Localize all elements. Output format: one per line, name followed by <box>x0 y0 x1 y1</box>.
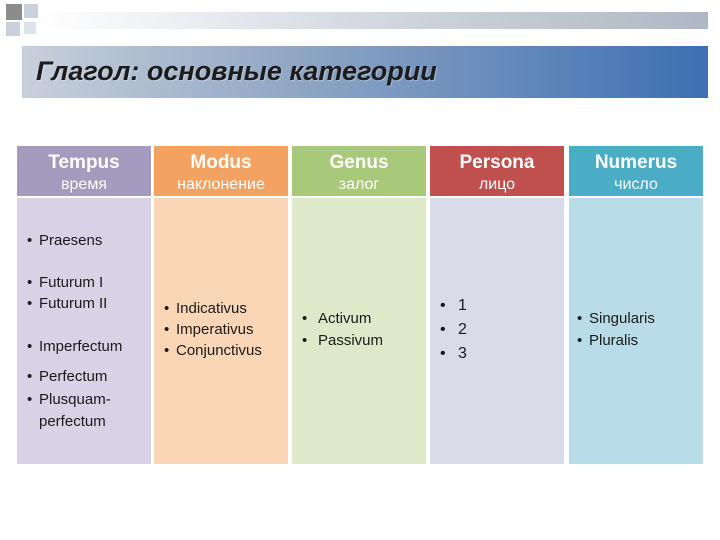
column-body <box>292 198 426 464</box>
column-header <box>292 146 426 196</box>
decorative-square <box>6 22 20 36</box>
category-latin-name: Tempus <box>48 152 120 173</box>
list-item: • Imperfectum <box>27 338 123 355</box>
category-russian-name: наклонение <box>177 176 265 193</box>
category-latin-name: Persona <box>459 152 535 173</box>
list-item: • Futurum I <box>27 274 104 291</box>
category-column-persona <box>430 146 564 464</box>
decorative-square <box>6 4 22 20</box>
list-item: • Futurum II <box>27 295 108 312</box>
category-column-tempus <box>17 146 151 464</box>
list-item-continuation: perfectum <box>39 413 106 430</box>
list-item: • Imperativus <box>164 321 254 338</box>
decorative-square <box>24 4 38 18</box>
column-body <box>17 198 151 464</box>
list-item: • Plusquam- <box>27 391 111 408</box>
list-item: • Perfectum <box>27 368 108 385</box>
category-latin-name: Modus <box>190 152 252 173</box>
category-russian-name: число <box>614 176 658 193</box>
list-item: • Indicativus <box>164 300 247 317</box>
category-latin-name: Numerus <box>594 152 678 173</box>
slide-title: Глагол: основные категории <box>36 56 437 86</box>
category-column-numerus <box>569 146 703 464</box>
list-item: • Pluralis <box>577 332 639 349</box>
list-item: • Activum <box>302 310 372 327</box>
column-body <box>154 198 288 464</box>
list-item: • 1 <box>440 297 467 314</box>
column-body <box>430 198 564 464</box>
category-column-genus <box>292 146 426 464</box>
category-column-modus <box>154 146 288 464</box>
category-latin-name: Genus <box>329 152 389 173</box>
column-header <box>17 146 151 196</box>
list-item: • Conjunctivus <box>164 342 262 359</box>
category-russian-name: время <box>61 176 107 193</box>
column-header <box>569 146 703 196</box>
column-header <box>430 146 564 196</box>
list-item: • Passivum <box>302 332 384 349</box>
list-item: • 2 <box>440 321 467 338</box>
list-item: • 3 <box>440 345 467 362</box>
decorative-square <box>24 22 36 34</box>
header-stripe <box>40 12 708 29</box>
column-body <box>569 198 703 464</box>
column-header <box>154 146 288 196</box>
list-item: • Singularis <box>577 310 655 327</box>
category-russian-name: лицо <box>478 176 516 193</box>
category-russian-name: залог <box>338 176 380 193</box>
list-item: • Praesens <box>27 232 103 249</box>
